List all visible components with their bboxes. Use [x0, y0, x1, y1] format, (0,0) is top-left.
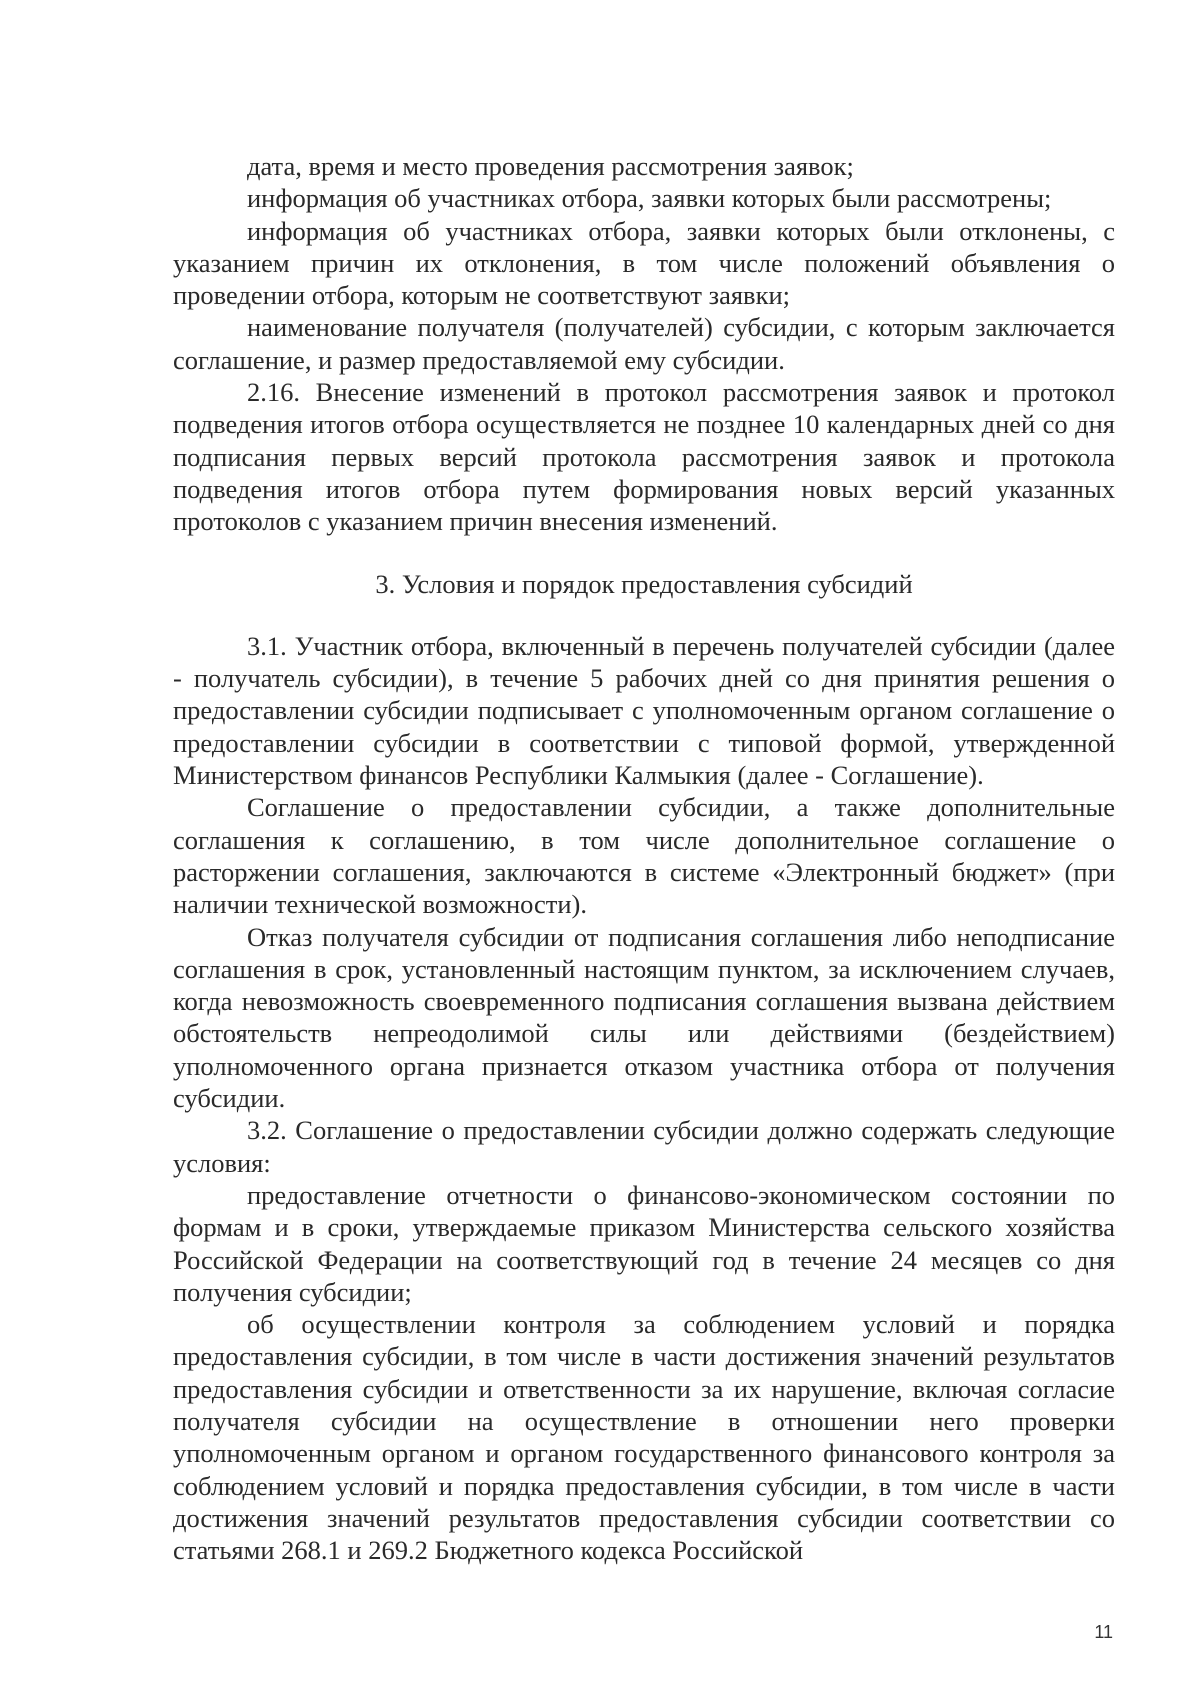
paragraph-agreement-system: Соглашение о предоставлении субсидии, а также дополнительные соглашения к соглашению, в том числе дополнительное соглашение о расторжении соглашения, заключаются в системе «Электронный бюджет» (при наличии технической возможности). — [173, 792, 1115, 920]
paragraph-reviewed-participants: информация об участниках отбора, заявки которых были рассмотрены; — [247, 183, 1052, 214]
paragraph-refusal: Отказ получателя субсидии от подписания соглашения либо неподписание соглашения в срок, установленный настоящим пунктом, за исключением случаев, когда невозможность своевременного подписания соглашения вызвана действием обстоятельств непреодолимой силы или действиями (бездействием) уполномоченного органа признается отказом участника отбора от получения субсидии. — [173, 921, 1115, 1114]
paragraph-review-date: дата, время и место проведения рассмотрения заявок; — [247, 151, 854, 181]
paragraph-recipient-name: наименование получателя (получателей) субсидии, с которым заключается соглашение, и размер предоставляемой ему субсидии. — [173, 312, 1115, 375]
paragraph-3-1: 3.1. Участник отбора, включенный в перечень получателей субсидии (далее - получатель субсидии), в течение 5 рабочих дней со дня принятия решения о предоставлении субсидии подписывает с уполномоченным органом соглашение о предоставлении субсидии в соответствии с типовой формой, утвержденной Министерством финансов Республики Калмыкия (далее - Соглашение). — [173, 630, 1115, 791]
page-number: 11 — [1094, 1622, 1113, 1642]
paragraph-rejected-participants: информация об участниках отбора, заявки которых были отклонены, с указанием причин их отклонения, в том числе положений объявления о проведении отбора, которым не соответствуют заявки; — [173, 215, 1115, 311]
paragraph-control: об осуществлении контроля за соблюдением условий и порядка предоставления субсидии, в том числе в части достижения значений результатов предоставления субсидии и ответственности за их нарушение, включая согласие получателя субсидии на осуществление в отношении него проверки уполномоченным органом и органом государственного финансового контроля за соблюдением условий и порядка предоставления субсидии, в том числе в части достижения значений результатов предоставления субсидии соответствии со статьями 268.1 и 269.2 Бюджетного кодекса Российской — [173, 1309, 1115, 1566]
paragraph-3-2: 3.2. Соглашение о предоставлении субсидии должно содержать следующие условия: — [173, 1115, 1115, 1178]
paragraph-reporting: предоставление отчетности о финансово-экономическом состоянии по формам и в сроки, утверждаемые приказом Министерства сельского хозяйства Российской Федерации на соответствующий год в течение 24 месяцев со дня получения субсидии; — [173, 1179, 1115, 1307]
section-heading: 3. Условия и порядок предоставления субсидий — [375, 568, 913, 599]
paragraph-2-16: 2.16. Внесение изменений в протокол рассмотрения заявок и протокол подведения итогов отбора осуществляется не позднее 10 календарных дней со дня подписания первых версий протокола рассмотрения заявок и протокола подведения итогов отбора путем формирования новых версий указанных протоколов с указанием причин внесения изменений. — [173, 377, 1115, 537]
document-body — [173, 150, 1115, 1566]
